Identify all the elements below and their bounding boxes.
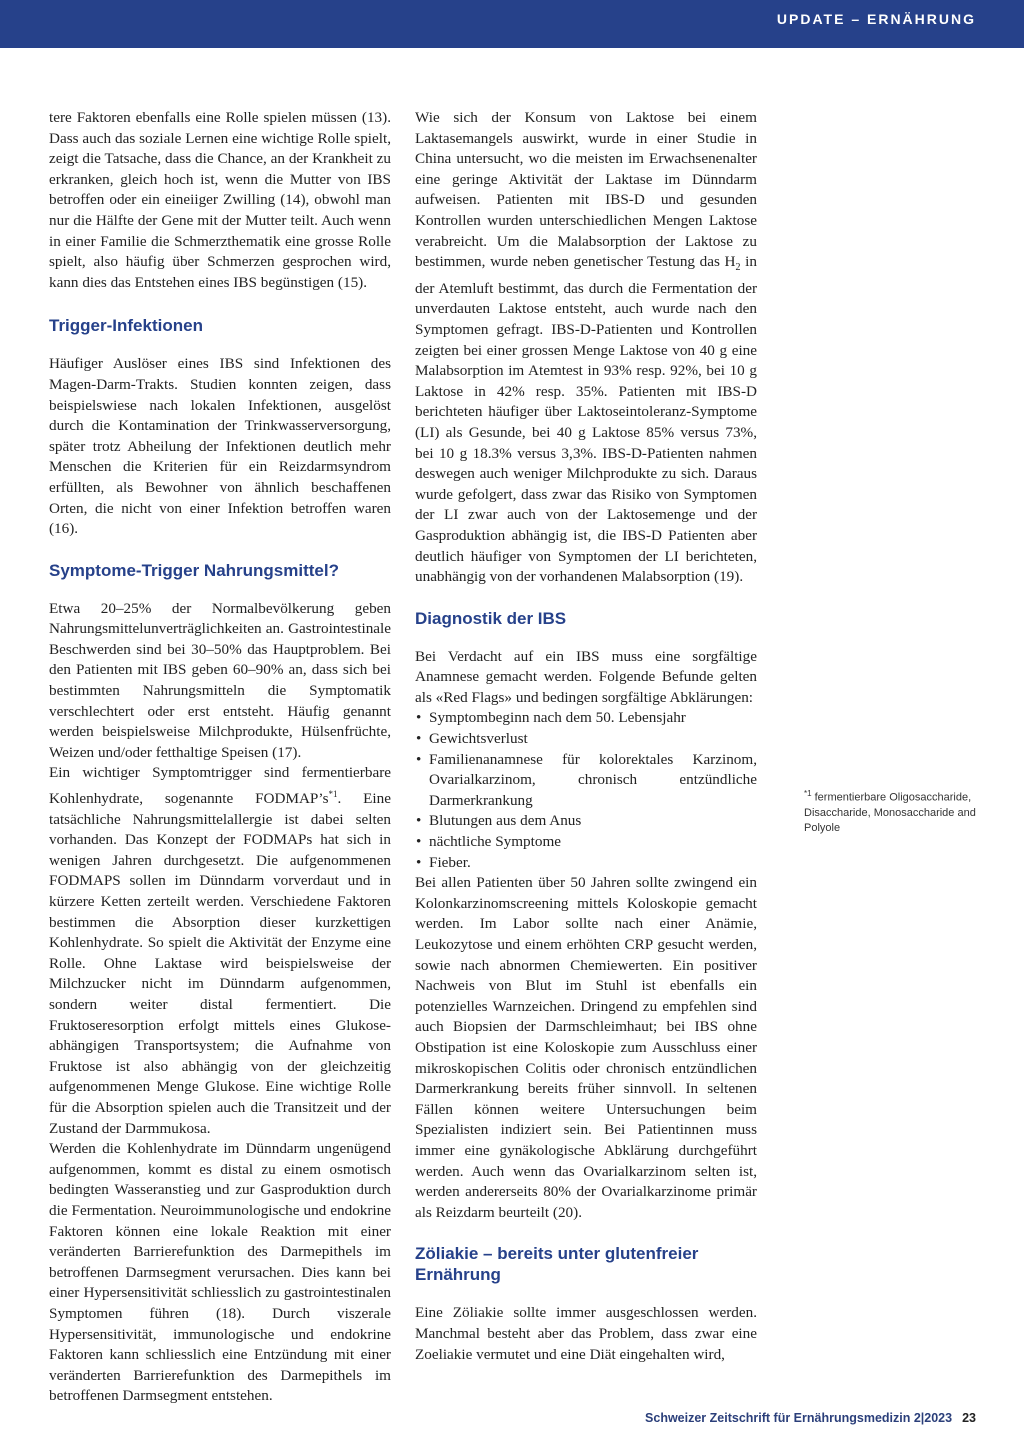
symptome-paragraph-2-text-a: Ein wichtiger Symptomtrigger sind fermentierbare Kohlenhydrate, sogenannte FODMAP’s [49, 764, 391, 808]
list-item: • Familienanamnese für kolorektales Karzinom, Ovarialkarzinom, chronisch entzündliche Darmerkrankung [415, 750, 757, 812]
laktose-paragraph [415, 108, 757, 588]
heading-diagnostik: Diagnostik der IBS [415, 608, 567, 628]
left-column [49, 108, 391, 1407]
list-item: • nächtliche Symptome [415, 832, 757, 853]
page-number: 23 [962, 1411, 976, 1425]
list-item: • Fieber. [415, 853, 757, 874]
symptome-paragraph-2 [49, 763, 391, 1139]
diagnostik-paragraph: Bei Verdacht auf ein IBS muss eine sorgfältige Anamnese gemacht werden. Folgende Befunde gelten als «Red Flags» und bedingen sorgfältige Abklärungen: [415, 647, 757, 706]
sidenote-text: fermentierbare Oligosaccharide, Disaccharide, Monosaccharide and Polyole [804, 791, 976, 834]
list-item: • Symptombeginn nach dem 50. Lebensjahr [415, 708, 757, 729]
symptome-paragraph-1: Etwa 20–25% der Normalbevölkerung geben Nahrungsmittelunverträglichkeiten an. Gastrointestinale Beschwerden sind bei 30–50% das Hauptproblem. Bei den Patienten mit IBS geben 60–90% an, dass sich bei bestimmten Nahrungsmitteln die Symptomatik verschlechtert oder erst entsteht. Häufig genannt werden beispielsweise Milchprodukte, Hülsenfrüchte, Weizen und/oder fetthaltige Speisen (17). [49, 599, 391, 761]
intro-paragraph: tere Faktoren ebenfalls eine Rolle spielen müssen (13). Dass auch das soziale Lernen eine wichtige Rolle spielt, zeigt die Tatsache, dass die Chance, an der Krankheit zu erkranken, gleich hoch ist, wenn die Mutter von IBS betroffen oder ein eineiiger Zwilling (14), obwohl man nur die Hälfte der Gene mit der Mutter teilt. Auch wenn in einer Familie die Schmerzthematik eine grosse Rolle spielt, also häufig über Schmerzen gesprochen wird, kann dies das Entstehen eines IBS begünstigen (15). [49, 109, 391, 291]
heading-symptome-trigger: Symptome-Trigger Nahrungsmittel? [49, 560, 339, 580]
laktose-text-a: Wie sich der Konsum von Laktose bei einem Laktasemangels auswirkt, wurde in einer Studie in China untersucht, wo die meisten im Erwachsenenalter eine geringe Aktivität der Laktase im Dünndarm aufweisen. Patienten mit IBS-D und gesunden Kontrollen wurden unterschiedlichen Mengen Laktose verabreicht. Um die Malabsorption der Laktose zu bestimmen, wurde neben genetischer Testung das H [415, 109, 757, 271]
laktose-text-b: in der Atemluft bestimmt, das durch die Fermentation der unverdauten Laktose entsteht, auch wurde nach den Symptomen gefragt. IBS-D-Patienten und Kontrollen zeigten bei einer grossen Menge Laktose von 40 g eine Malabsorption im Atemtest in 93% resp. 92%, bei 10 g Laktose in 42% resp. 35%. Patienten mit IBS-D berichteten häufiger über Laktoseintoleranz-Symptome (LI) als Gesunde, bei 40 g Laktose 85% versus 73%, bei 10 g 18.3% versus 3,3%. IBS-D-Patienten nahmen deswegen auch weniger Milchprodukte zu sich. Daraus wurde gefolgert, dass zwar das Risiko von Symptomen der LI zwar auch von der Laktosemenge und der Gasproduktion abhängig ist, die IBS-D Patienten aber deutlich häufiger von Symptomen der LI berichteten, unabhängig von der vorhandenen Malabsorption (19). [415, 253, 757, 586]
diagnostik-paragraph-2: Bei allen Patienten über 50 Jahren sollte zwingend ein Kolonkarzinomscreening mittels Koloskopie gemacht werden. Im Labor sollte nach einer Anämie, Leukozytose und einem erhöhten CRP gesucht werden, sowie nach abnormen Chemiewerten. Ein positiver Nachweis von Blut im Stuhl ist ebenfalls ein potenzielles Warnzeichen. Dringend zu empfehlen sind auch Biopsien der Darmschleimhaut; bei IBS ohne Obstipation ist eine Koloskopie zum Ausschluss einer mikroskopischen Colitis oder chronisch entzündlichen Darmerkrankung bereits früher sinnvoll. In seltenen Fällen können weitere Untersuchungen beim Spezialisten indiziert sein. Bei Patientinnen muss immer eine gynäkologische Abklärung durchgeführt werden. Auch wenn das Ovarialkarzinom selten ist, werden andererseits 80% der Ovarialkarzinome primär als Reizdarm beurteilt (20). [415, 874, 757, 1221]
h2-subscript: 2 [735, 262, 741, 274]
footnote-sidenote [804, 786, 984, 836]
header-bar [0, 0, 1024, 48]
section-label: UPDATE – ERNÄHRUNG [776, 11, 976, 27]
heading-trigger-infektionen: Trigger-Infektionen [49, 316, 203, 336]
symptome-paragraph-3: Werden die Kohlenhydrate im Dünndarm ungenügend aufgenommen, kommt es distal zu einem osmotisch bedingten Wasseranstieg und zur Gasproduktion durch die Fermentation. Neuroimmunologische und endokrine Faktoren können eine lokale Reaktion mit einer veränderten Barrierefunktion des Darmepithels im betroffenen Darmsegment verursachen. Dies kann bei einer Hypersensitivität schliesslich zu gastrointestinalen Symptomen führen (18). Durch viszerale Hypersensitivität, immunologische und endokrine Faktoren kann schliesslich eine Entzündung mit einer veränderten Barrierefunktion des Darmepithels im betroffenen Darmsegment entstehen. [49, 1140, 391, 1405]
list-item: • Blutungen aus dem Anus [415, 811, 757, 832]
heading-zoeliakie: Zöliakie – bereits unter glutenfreier Ernährung [415, 1244, 699, 1285]
sidenote-marker: *1 [804, 789, 812, 798]
zoeliakie-paragraph: Eine Zöliakie sollte immer ausgeschlossen werden. Manchmal besteht aber das Problem, dass zwar eine Zoeliakie vermutet und eine Diät eingehalten wird, [415, 1304, 757, 1363]
footnote-marker: *1 [328, 789, 338, 800]
list-item: • Gewichtsverlust [415, 729, 757, 750]
journal-title: Schweizer Zeitschrift für Ernährungsmedizin 2|2023 [645, 1411, 953, 1425]
red-flags-list [415, 708, 757, 873]
page-footer [645, 1411, 976, 1425]
symptome-paragraph-2-text-b: . Eine tatsächliche Nahrungsmittelallergie ist dabei selten vorhanden. Das Konzept der FODMAPs hat sich in wenigen Jahren durchgesetzt. Die aufgenommenen FODMAPS sollen im Dünndarm vorverdaut und in kürzere Ketten zerteilt werden. Verschiedene Faktoren bestimmen die Absorption dieser kurzkettigen Kohlenhydrate. So spielt die Aktivität der Enzyme eine Rolle. Ohne Laktase wird beispielsweise der Milchzucker nicht im Dünndarm aufgenommen, sondern weiter distal fermentiert. Die Fruktoseresorption erfolgt mittels eines Glukose-abhängigen Transportsystem; die Aufnahme von Fruktose ist also abhängig von der gleichzeitig aufgenommenen Menge Glukose. Eine wichtige Rolle für die Absorption spielen auch die Transitzeit und der Zustand der Darmmukosa. [49, 790, 391, 1137]
middle-column [415, 108, 757, 1365]
trigger-paragraph: Häufiger Auslöser eines IBS sind Infektionen des Magen-Darm-Trakts. Studien konnten zeigen, dass beispielswiese nach lokalen Infektionen, ausgelöst durch die Kontamination der Trinkwasserversorgung, später trotz Abheilung der Infektionen deutlich mehr Menschen die Kriterien für ein Reizdarmsyndrom erfüllten, als Bewohner von ähnlich beschaffenen Orten, die nicht von einer Infektion betroffen waren (16). [49, 355, 391, 538]
